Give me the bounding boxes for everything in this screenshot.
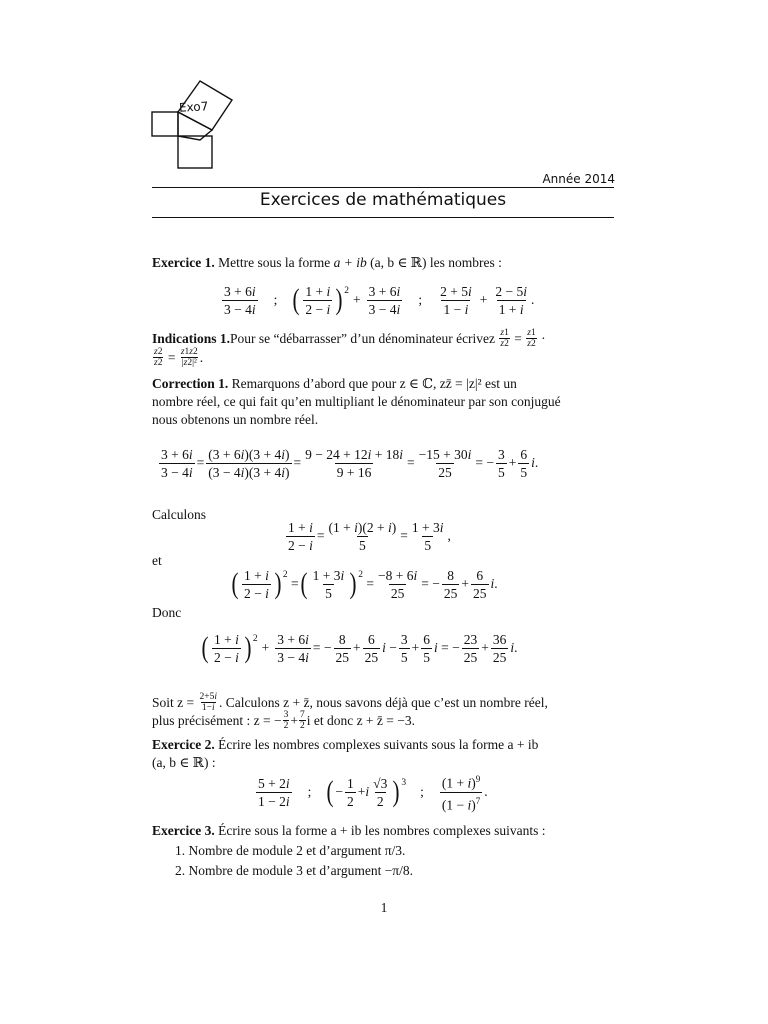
et-label: et — [152, 553, 162, 568]
exercise-3-item-1: 1. Nombre de module 2 et d’argument π/3. — [175, 843, 406, 858]
exercise-1-expressions: $\frac{3 + 6i}{3 - 4i}$ ; ( $\frac{1 + i}{2 - i}$ ) 2 + $\frac{3 + 6i}{3 - 4i}$ ; $\frac{2 + 5i}{1 - i}$ + $\frac{2 - 5i}{1 + i}$ . — [224, 283, 535, 317]
logo-graphic — [148, 76, 244, 172]
exercise-3-statement: Exercice 3. Écrire sous la forme a + ib les nombres complexes suivants : — [152, 823, 546, 838]
donc-label: Donc — [152, 605, 182, 620]
correction-1-label: Correction 1. — [152, 376, 229, 391]
exercise-3-label: Exercice 3. — [152, 823, 215, 838]
soit-line1: Soit z = $\frac{2+5i}{1-i}$ . Calculons z + z̄, nous savons déjà que c’est un nombre réel, — [152, 692, 548, 713]
frac-expr-1: $\frac{3 + 6i}{3 - 4i}$ — [224, 283, 256, 317]
indications-1-cont: z2 z2 = z1z2 |z2|² . — [154, 347, 204, 368]
correction-1-line1: Correction 1. Remarquons d’abord que pour z ∈ ℂ, zz̄ = |z|² est un — [152, 376, 517, 391]
page-number: 1 — [380, 900, 388, 915]
exercise-1-statement: Exercice 1. Mettre sous la forme a + ib (a, b ∈ ℝ) les nombres : — [152, 255, 502, 270]
indications-1: Indications 1. Pour se “débarrasser” d’un dénominateur écrivez z1 z2 = z1 z2 · — [152, 328, 546, 349]
equation-1: $\frac{3 + 6i}{3 - 4i}$ = $\frac{(3 + 6i)(3 + 4i)}{(3 - 4i)(3 + 4i)}$ = $\frac{9 - 24 + 12i + 18i}{9 + 16}$ = $\frac{-15 + 30i}{25}$ = − $\frac{3}{5}$ + $\frac{6}{5}$ i . — [161, 446, 539, 480]
correction-1-line2: nombre réel, ce qui fait qu’en multipliant le dénominateur par son conjugué — [152, 394, 561, 409]
exercise-2-line1: Exercice 2. Écrire les nombres complexes suivants sous la forme a + ib — [152, 737, 539, 752]
exercise-2-line2: (a, b ∈ ℝ) : — [152, 755, 216, 770]
soit-line2: plus précisément : z = − $\frac{3}{2}$ + $\frac{7}{2}$ i et donc z + z̄ = −3. — [152, 710, 416, 731]
header-rule-top — [152, 187, 614, 188]
calculons-label: Calculons — [152, 507, 206, 522]
exercise-2-expressions: $\frac{5 + 2i}{1 - 2i}$ ; ( − $\frac{1}{2}$ + i $\frac{√3}{2}$ ) 3 ; $\frac{(1 + i)^9}{(1 - i)^7}$ . — [258, 774, 488, 812]
equation-3: ( $\frac{1 + i}{2 - i}$ ) 2 = ( $\frac{1 + 3i}{5}$ ) 2 = $\frac{-8 + 6i}{25}$ = − $\frac{8}{25}$ + $\frac{6}{25}$ i . — [231, 567, 498, 601]
exercise-3-item-2: 2. Nombre de module 3 et d’argument −π/8. — [175, 863, 414, 878]
exercise-2-label: Exercice 2. — [152, 737, 215, 752]
header-rule-bottom — [152, 217, 614, 218]
exo7-logo — [148, 76, 244, 172]
indications-1-label: Indications 1. — [152, 330, 231, 346]
exercise-1-label: Exercice 1. — [152, 255, 215, 270]
header-year: Année 2014 — [542, 172, 615, 186]
page-title: Exercices de mathématiques — [259, 190, 507, 210]
equation-2: $\frac{1 + i}{2 - i}$ = $\frac{(1 + i)(2 + i)}{5}$ = $\frac{1 + 3i}{5}$ , — [288, 519, 451, 553]
correction-1-line3: nous obtenons un nombre réel. — [152, 412, 319, 427]
logo-text: Exo7 — [178, 99, 209, 115]
equation-4: ( $\frac{1 + i}{2 - i}$ ) 2 + $\frac{3 + 6i}{3 - 4i}$ = − $\frac{8}{25}$ + $\frac{6}{25}$ i − $\frac{3}{5}$ + $\frac{6}{5}$ i = − $\frac{23}{25}$ + $\frac{36}{25}$ i . — [201, 631, 518, 665]
